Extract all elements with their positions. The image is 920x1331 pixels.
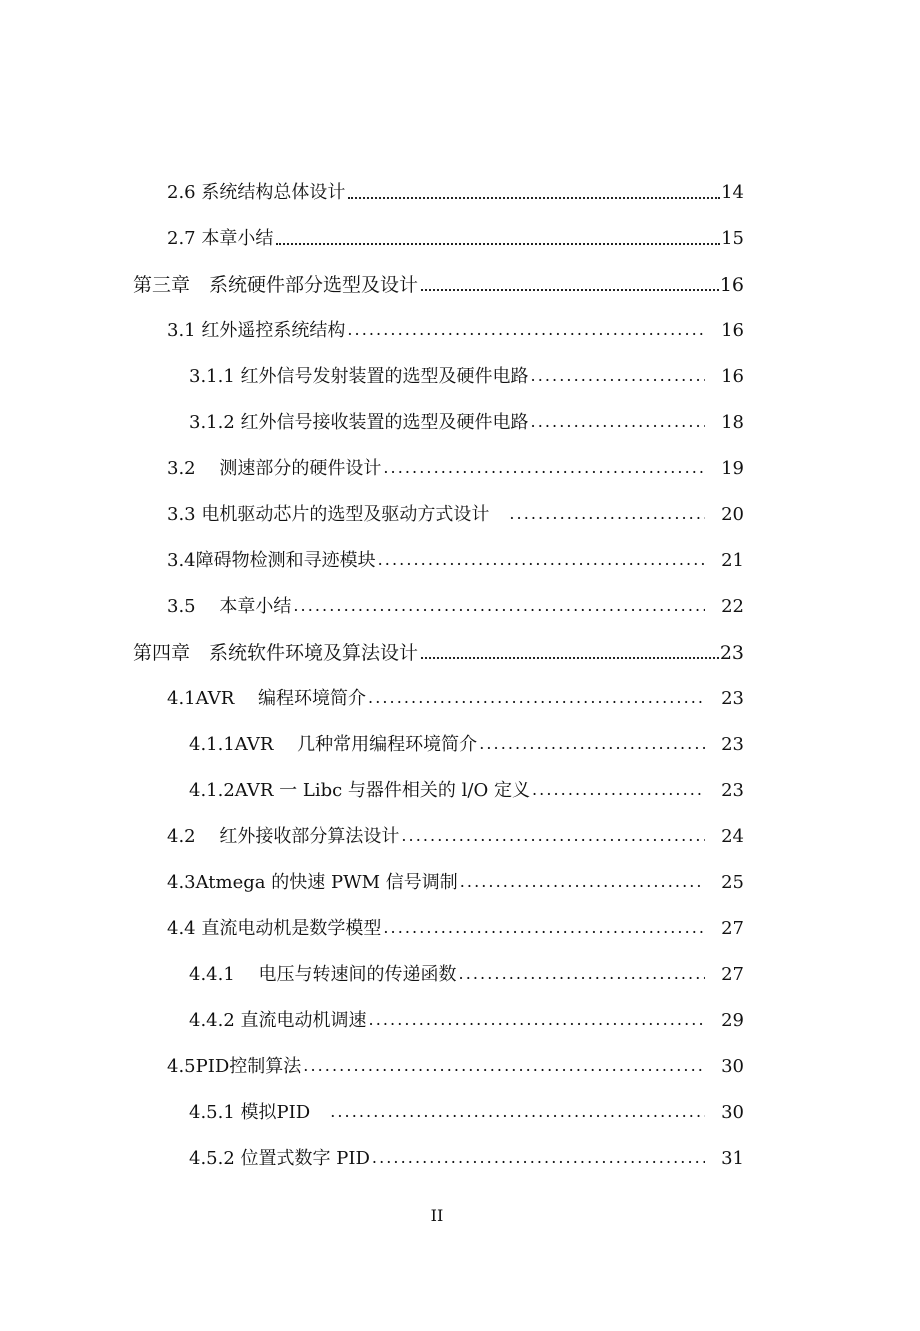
toc-leader-dots — [293, 595, 705, 617]
toc-leader-dots — [531, 365, 706, 387]
toc-entry-page: 25 — [721, 872, 744, 893]
toc-leader-dots — [401, 825, 705, 847]
toc-leader-dots — [303, 1055, 705, 1077]
toc-leader-dots — [330, 1101, 705, 1123]
toc-entry[interactable] — [167, 450, 744, 480]
toc-entry-page: 24 — [721, 826, 744, 847]
toc-entry-page: 22 — [721, 596, 744, 617]
toc-leader-dots — [383, 917, 705, 939]
toc-leader-dots — [378, 549, 705, 571]
toc-leader-dots — [509, 503, 705, 525]
toc-leader-dots — [460, 871, 705, 893]
toc-entry[interactable] — [167, 174, 744, 204]
toc-entry-page: 27 — [721, 964, 744, 985]
toc-entry-title: 4.5.2 位置式数字 PID — [189, 1148, 370, 1169]
toc-entry[interactable] — [167, 680, 744, 710]
toc-subentry[interactable] — [189, 1094, 744, 1124]
toc-subentry[interactable] — [189, 772, 744, 802]
toc-leader-dots — [383, 457, 705, 479]
toc-entry-page: 19 — [721, 458, 744, 479]
toc-entry-title: 2.7 本章小结 — [167, 228, 274, 249]
toc-leader-dots — [459, 963, 706, 985]
toc-entry[interactable] — [167, 910, 744, 940]
toc-entry-title: 2.6 系统结构总体设计 — [167, 182, 346, 203]
toc-entry-title: 4.5.1 模拟PID — [189, 1102, 329, 1123]
page-number: II — [430, 1206, 444, 1225]
toc-entry-page: 23 — [721, 688, 744, 709]
toc-entry-title: 第四章 系统软件环境及算法设计 — [133, 642, 419, 664]
toc-entry-title: 3.3 电机驱动芯片的选型及驱动方式设计 — [167, 504, 508, 525]
toc-entry[interactable] — [167, 542, 744, 572]
toc-entry-title: 4.1.2AVR 一 Libc 与器件相关的 l/O 定义 — [189, 780, 530, 801]
toc-entry-page: 21 — [721, 550, 744, 571]
toc-entry-page: 27 — [721, 918, 744, 939]
toc-chapter-entry[interactable] — [133, 634, 744, 664]
toc-entry-title: 4.1.1AVR 几种常用编程环境简介 — [189, 734, 478, 755]
toc-entry-page: 23 — [721, 780, 744, 801]
toc-leader-dots — [532, 779, 705, 801]
toc-entry[interactable] — [167, 818, 744, 848]
toc-entry-title: 3.1.1 红外信号发射装置的选型及硬件电路 — [189, 366, 529, 387]
toc-chapter-entry[interactable] — [133, 266, 744, 296]
toc-subentry[interactable] — [189, 726, 744, 756]
toc-entry-page: 16 — [721, 366, 744, 387]
toc-entry[interactable] — [167, 588, 744, 618]
toc-leader-dots — [368, 687, 705, 709]
toc-leader-dots — [348, 197, 720, 199]
toc-entry-title: 3.4障碍物检测和寻迹模块 — [167, 550, 376, 571]
toc-entry-page: 18 — [721, 412, 744, 433]
toc-leader-dots — [479, 733, 705, 755]
toc-entry-page: 30 — [721, 1056, 744, 1077]
toc-entry-title: 4.4.2 直流电动机调速 — [189, 1010, 367, 1031]
toc-entry-title: 3.1 红外遥控系统结构 — [167, 320, 346, 341]
toc-entry[interactable] — [167, 1048, 744, 1078]
toc-entry-page: 16 — [721, 320, 744, 341]
toc-entry-title: 3.1.2 红外信号接收装置的选型及硬件电路 — [189, 412, 529, 433]
toc-entry[interactable] — [167, 864, 744, 894]
toc-leader-dots — [372, 1147, 705, 1169]
toc-subentry[interactable] — [189, 358, 744, 388]
toc-entry-title: 4.1AVR 编程环境简介 — [167, 688, 367, 709]
toc-entry[interactable] — [167, 312, 744, 342]
toc-entry-page: 20 — [721, 504, 744, 525]
toc-leader-dots — [347, 319, 705, 341]
toc-entry-title: 4.4 直流电动机是数学模型 — [167, 918, 382, 939]
toc-leader-dots — [276, 243, 720, 245]
toc-leader-dots — [421, 657, 719, 659]
toc-leader-dots — [421, 289, 719, 291]
toc-entry-title: 第三章 系统硬件部分选型及设计 — [133, 274, 419, 296]
toc-entry-page: 23 — [719, 642, 744, 664]
toc-entry-page: 29 — [721, 1010, 744, 1031]
toc-subentry[interactable] — [189, 1002, 744, 1032]
toc-entry-page: 14 — [721, 182, 744, 203]
toc-leader-dots — [531, 411, 706, 433]
toc-entry-page: 23 — [721, 734, 744, 755]
toc-entry-title: 4.2 红外接收部分算法设计 — [167, 826, 400, 847]
toc-entry-page: 16 — [719, 274, 744, 296]
toc-entry[interactable] — [167, 220, 744, 250]
toc-entry-page: 31 — [721, 1148, 744, 1169]
toc-leader-dots — [369, 1009, 706, 1031]
toc-entry-title: 4.5PID控制算法 — [167, 1056, 302, 1077]
toc-subentry[interactable] — [189, 1140, 744, 1170]
toc-entry-title: 4.3Atmega 的快速 PWM 信号调制 — [167, 872, 458, 893]
toc-entry-page: 30 — [721, 1102, 744, 1123]
toc-entry-title: 4.4.1 电压与转速间的传递函数 — [189, 964, 457, 985]
toc-entry[interactable] — [167, 496, 744, 526]
toc-entry-page: 15 — [721, 228, 744, 249]
toc-entry-title: 3.2 测速部分的硬件设计 — [167, 458, 382, 479]
toc-entry-title: 3.5 本章小结 — [167, 596, 292, 617]
toc-subentry[interactable] — [189, 404, 744, 434]
toc-subentry[interactable] — [189, 956, 744, 986]
